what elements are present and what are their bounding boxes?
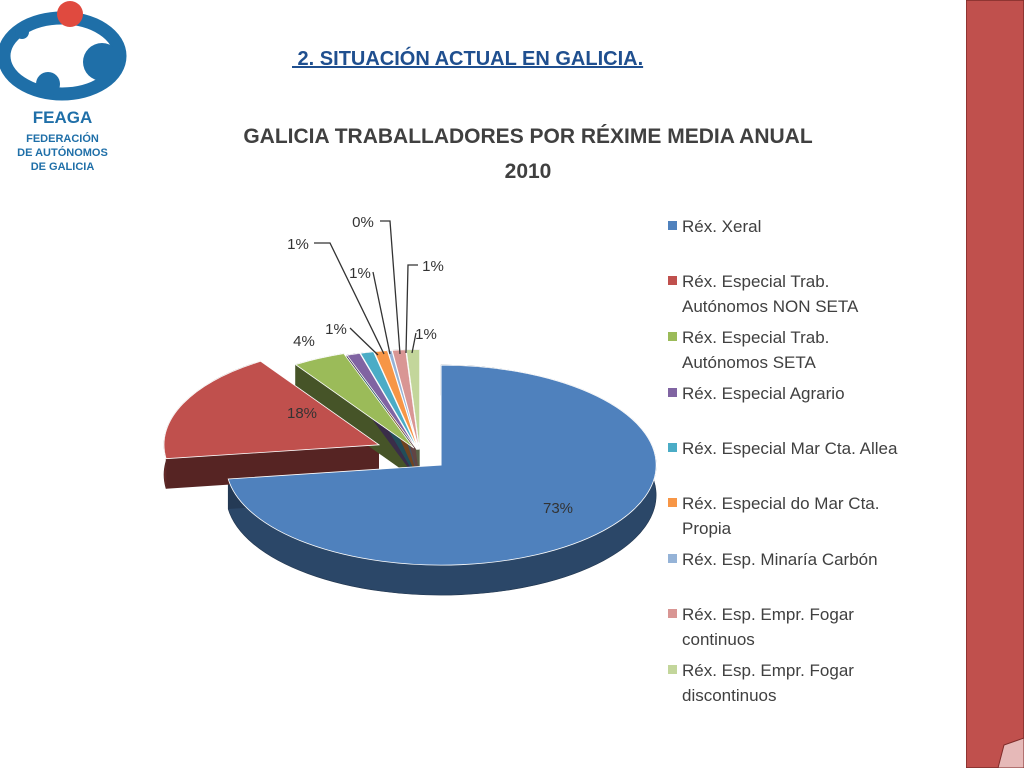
chart-title-line: 2010: [504, 160, 552, 183]
legend-swatch: [668, 221, 677, 230]
slide-title: 2. SITUACIÓN ACTUAL EN GALICIA.: [292, 48, 644, 70]
legend-swatch: [668, 276, 677, 285]
legend-entry: [668, 661, 854, 705]
data-label: 1%: [349, 265, 371, 282]
legend-entry: [668, 217, 761, 236]
data-label: 1%: [287, 236, 309, 253]
legend-label: Réx. Especial Trab.: [682, 272, 830, 291]
data-label: 73%: [542, 500, 574, 517]
legend-swatch: [668, 554, 677, 563]
data-label: 1%: [422, 258, 444, 275]
legend-label: Réx. Esp. Empr. Fogar: [682, 661, 854, 680]
data-label: 1%: [415, 326, 437, 343]
legend-swatch: [668, 388, 677, 397]
legend-label: Réx. Especial Mar Cta. Allea: [682, 439, 898, 458]
legend-swatch: [668, 609, 677, 618]
legend-label: Réx. Esp. Empr. Fogar: [682, 605, 854, 624]
data-label: 0%: [352, 214, 374, 231]
logo-subtitle-line: DE GALICIA: [30, 161, 95, 173]
legend-swatch: [668, 498, 677, 507]
feaga-logo-emblem: [0, 0, 130, 108]
chart-title-line: GALICIA TRABALLADORES POR RÉXIME MEDIA ANUAL: [243, 125, 813, 148]
logo-subtitle: [0, 132, 125, 174]
legend-label: Réx. Especial Agrario: [682, 384, 845, 403]
legend-label: Propia: [682, 519, 732, 538]
leader-line: [373, 272, 390, 354]
legend-label: Réx. Especial Trab.: [682, 328, 830, 347]
legend-entry: [668, 384, 845, 403]
logo-subtitle-line: DE AUTÓNOMOS: [17, 147, 108, 159]
legend-entry: [668, 605, 854, 649]
legend-entry: [668, 494, 879, 538]
legend-entry: [668, 550, 878, 569]
legend-label: Autónomos NON SETA: [682, 297, 859, 316]
legend-swatch: [668, 332, 677, 341]
legend-label: Réx. Especial do Mar Cta.: [682, 494, 880, 513]
data-label: 1%: [325, 321, 347, 338]
data-label: 4%: [293, 333, 315, 350]
legend-swatch: [668, 665, 677, 674]
leader-line: [380, 221, 400, 354]
feaga-logo: [0, 0, 130, 180]
side-accent-bar: [966, 0, 1024, 768]
legend-label: Réx. Esp. Minaría Carbón: [682, 550, 878, 569]
pie-chart: [150, 100, 950, 720]
legend-label: continuos: [682, 630, 755, 649]
chart-legend: [668, 217, 898, 705]
logo-name: FEAGA: [32, 108, 93, 127]
legend-entry: [668, 328, 829, 372]
legend-label: Réx. Xeral: [682, 217, 762, 236]
legend-swatch: [668, 443, 677, 452]
legend-entry: [668, 272, 859, 316]
legend-entry: [668, 439, 898, 458]
data-label: 18%: [286, 405, 318, 422]
legend-label: discontinuos: [682, 686, 777, 705]
logo-subtitle-line: FEDERACIÓN: [26, 133, 99, 145]
legend-label: Autónomos SETA: [682, 353, 816, 372]
